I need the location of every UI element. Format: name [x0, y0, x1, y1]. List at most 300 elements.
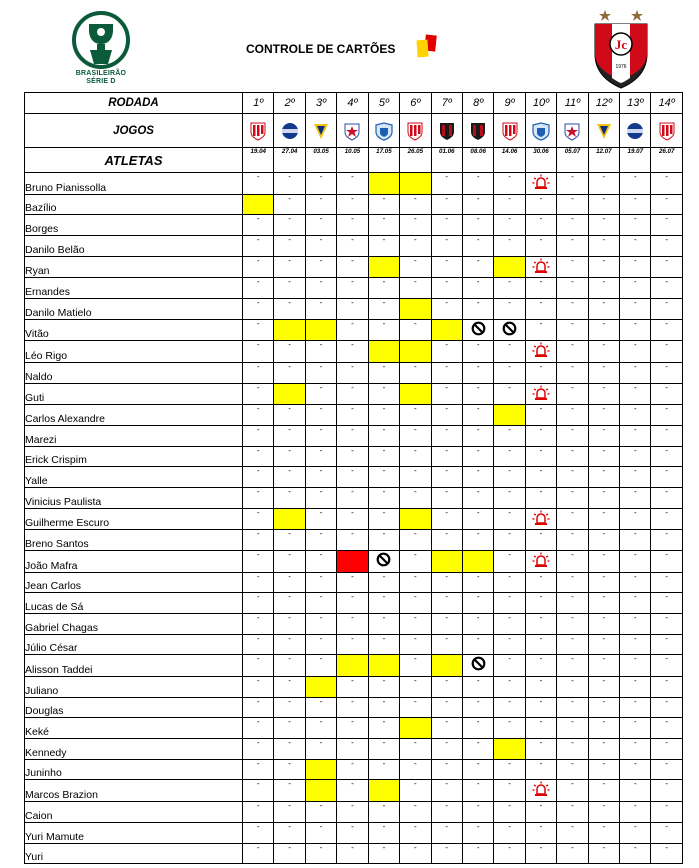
games-header-row — [25, 114, 683, 148]
empty-cell: - — [525, 236, 556, 257]
empty-cell: - — [588, 446, 619, 467]
player-name: Yuri Mamute — [25, 822, 243, 843]
empty-cell: - — [620, 822, 651, 843]
player-row — [25, 780, 683, 802]
empty-cell: - — [462, 802, 493, 823]
empty-cell: - — [588, 551, 619, 573]
empty-cell: - — [368, 467, 399, 488]
alert-cell — [525, 551, 556, 573]
player-row — [25, 677, 683, 698]
player-row — [25, 843, 683, 864]
empty-cell: - — [431, 446, 462, 467]
empty-cell: - — [588, 843, 619, 864]
empty-cell: - — [462, 677, 493, 698]
empty-cell: - — [337, 278, 368, 299]
empty-cell: - — [494, 508, 525, 530]
match-date: 27.04 — [274, 148, 305, 173]
empty-cell: - — [557, 551, 588, 573]
empty-cell: - — [620, 383, 651, 405]
alert-cell — [525, 341, 556, 363]
empty-cell: - — [557, 488, 588, 509]
empty-cell: - — [588, 467, 619, 488]
empty-cell: - — [274, 843, 305, 864]
yellow-card-cell — [305, 677, 336, 698]
player-row — [25, 405, 683, 426]
player-name: Kennedy — [25, 739, 243, 760]
empty-cell: - — [557, 426, 588, 447]
empty-cell: - — [494, 236, 525, 257]
player-row — [25, 383, 683, 405]
empty-cell: - — [525, 405, 556, 426]
empty-cell: - — [400, 759, 431, 780]
empty-cell: - — [651, 572, 682, 593]
yellow-card-cell — [274, 319, 305, 341]
match-date: 19.04 — [243, 148, 274, 173]
empty-cell: - — [588, 299, 619, 320]
empty-cell: - — [557, 405, 588, 426]
empty-cell: - — [243, 802, 274, 823]
player-name: Lucas de Sá — [25, 593, 243, 614]
empty-cell: - — [557, 194, 588, 215]
match-date: 26.05 — [400, 148, 431, 173]
empty-cell: - — [462, 363, 493, 384]
empty-cell: - — [400, 215, 431, 236]
player-name: Borges — [25, 215, 243, 236]
empty-cell: - — [557, 614, 588, 635]
empty-cell: - — [525, 278, 556, 299]
empty-cell: - — [525, 593, 556, 614]
empty-cell: - — [274, 718, 305, 739]
empty-cell: - — [462, 215, 493, 236]
empty-cell: - — [620, 426, 651, 447]
yellow-card-cell — [368, 655, 399, 677]
siren-alert-icon — [532, 385, 550, 401]
empty-cell: - — [305, 194, 336, 215]
player-name: Léo Rigo — [25, 341, 243, 363]
empty-cell: - — [243, 215, 274, 236]
yellow-card-cell — [368, 341, 399, 363]
empty-cell: - — [431, 572, 462, 593]
empty-cell: - — [620, 802, 651, 823]
page-header — [0, 0, 699, 92]
athletes-header-row — [25, 148, 683, 173]
empty-cell: - — [431, 215, 462, 236]
player-row — [25, 299, 683, 320]
match-date: 19.07 — [620, 148, 651, 173]
empty-cell: - — [462, 173, 493, 195]
empty-cell: - — [305, 173, 336, 195]
alert-cell — [525, 256, 556, 278]
empty-cell: - — [274, 697, 305, 718]
empty-cell: - — [651, 530, 682, 551]
empty-cell: - — [243, 341, 274, 363]
opponent-cell — [337, 114, 368, 148]
player-row — [25, 467, 683, 488]
empty-cell: - — [462, 593, 493, 614]
empty-cell: - — [431, 614, 462, 635]
empty-cell: - — [368, 236, 399, 257]
player-row — [25, 363, 683, 384]
empty-cell: - — [494, 363, 525, 384]
empty-cell: - — [243, 299, 274, 320]
match-date: 10.05 — [337, 148, 368, 173]
empty-cell: - — [588, 530, 619, 551]
suspension-icon — [471, 656, 486, 671]
empty-cell: - — [337, 383, 368, 405]
yellow-card-cell — [337, 655, 368, 677]
empty-cell: - — [588, 426, 619, 447]
empty-cell: - — [620, 508, 651, 530]
empty-cell: - — [557, 467, 588, 488]
empty-cell: - — [525, 572, 556, 593]
empty-cell: - — [400, 634, 431, 655]
empty-cell: - — [557, 446, 588, 467]
player-row — [25, 530, 683, 551]
empty-cell: - — [243, 843, 274, 864]
empty-cell: - — [243, 718, 274, 739]
empty-cell: - — [337, 572, 368, 593]
empty-cell: - — [243, 634, 274, 655]
empty-cell: - — [337, 822, 368, 843]
empty-cell: - — [337, 634, 368, 655]
empty-cell: - — [368, 446, 399, 467]
atletas-label: ATLETAS — [25, 148, 243, 173]
empty-cell: - — [243, 405, 274, 426]
player-row — [25, 593, 683, 614]
player-row — [25, 718, 683, 739]
player-name: Yalle — [25, 467, 243, 488]
empty-cell: - — [274, 572, 305, 593]
opponent-cell — [305, 114, 336, 148]
empty-cell: - — [337, 215, 368, 236]
player-name: Danilo Belão — [25, 236, 243, 257]
logo-text-line-1: BRASILEIRÃO — [75, 70, 127, 77]
empty-cell: - — [274, 759, 305, 780]
empty-cell: - — [274, 405, 305, 426]
empty-cell: - — [337, 614, 368, 635]
blue-shield-crest-icon — [531, 121, 551, 141]
logo-text-line-2: SÉRIE D — [86, 78, 116, 85]
empty-cell: - — [400, 802, 431, 823]
empty-cell: - — [651, 278, 682, 299]
empty-cell: - — [243, 256, 274, 278]
red-card-cell — [337, 551, 368, 573]
empty-cell: - — [651, 697, 682, 718]
empty-cell: - — [274, 194, 305, 215]
empty-cell: - — [620, 299, 651, 320]
player-name: Júlio César — [25, 634, 243, 655]
empty-cell: - — [431, 256, 462, 278]
empty-cell: - — [557, 718, 588, 739]
empty-cell: - — [274, 446, 305, 467]
empty-cell: - — [588, 256, 619, 278]
empty-cell: - — [243, 508, 274, 530]
match-date: 03.05 — [305, 148, 336, 173]
opponent-cell — [274, 114, 305, 148]
empty-cell: - — [651, 488, 682, 509]
empty-cell: - — [368, 843, 399, 864]
empty-cell: - — [274, 173, 305, 195]
empty-cell: - — [588, 822, 619, 843]
empty-cell: - — [337, 508, 368, 530]
empty-cell: - — [431, 341, 462, 363]
empty-cell: - — [431, 530, 462, 551]
empty-cell: - — [620, 843, 651, 864]
player-row — [25, 697, 683, 718]
empty-cell: - — [431, 194, 462, 215]
empty-cell: - — [243, 822, 274, 843]
empty-cell: - — [462, 405, 493, 426]
empty-cell: - — [337, 299, 368, 320]
empty-cell: - — [400, 278, 431, 299]
empty-cell: - — [620, 718, 651, 739]
suspension-cell — [494, 319, 525, 341]
empty-cell: - — [431, 677, 462, 698]
empty-cell: - — [368, 614, 399, 635]
empty-cell: - — [620, 614, 651, 635]
opponent-cell — [620, 114, 651, 148]
yellow-card-cell — [368, 256, 399, 278]
empty-cell: - — [400, 530, 431, 551]
empty-cell: - — [620, 194, 651, 215]
empty-cell: - — [588, 194, 619, 215]
empty-cell: - — [557, 655, 588, 677]
empty-cell: - — [243, 530, 274, 551]
player-name: Marezi — [25, 426, 243, 447]
empty-cell: - — [588, 488, 619, 509]
player-name: Carlos Alexandre — [25, 405, 243, 426]
player-row — [25, 319, 683, 341]
empty-cell: - — [274, 530, 305, 551]
empty-cell: - — [588, 593, 619, 614]
yellow-card-cell — [494, 256, 525, 278]
empty-cell: - — [494, 759, 525, 780]
empty-cell: - — [274, 593, 305, 614]
crest-year: 1976 — [615, 64, 627, 70]
empty-cell: - — [557, 319, 588, 341]
empty-cell: - — [651, 634, 682, 655]
empty-cell: - — [462, 614, 493, 635]
opponent-cell — [368, 114, 399, 148]
yellow-card-cell — [431, 319, 462, 341]
alert-cell — [525, 173, 556, 195]
yellow-card-cell — [462, 551, 493, 573]
empty-cell: - — [305, 697, 336, 718]
empty-cell: - — [431, 236, 462, 257]
empty-cell: - — [400, 593, 431, 614]
empty-cell: - — [620, 173, 651, 195]
empty-cell: - — [243, 467, 274, 488]
empty-cell: - — [588, 614, 619, 635]
empty-cell: - — [337, 341, 368, 363]
empty-cell: - — [431, 488, 462, 509]
round-number: 1º — [243, 93, 274, 114]
empty-cell: - — [400, 488, 431, 509]
round-number: 2º — [274, 93, 305, 114]
empty-cell: - — [557, 677, 588, 698]
suspension-cell — [368, 551, 399, 573]
empty-cell: - — [620, 551, 651, 573]
empty-cell: - — [431, 739, 462, 760]
opponent-cell — [651, 114, 682, 148]
empty-cell: - — [337, 759, 368, 780]
empty-cell: - — [557, 572, 588, 593]
empty-cell: - — [243, 383, 274, 405]
empty-cell: - — [620, 236, 651, 257]
empty-cell: - — [620, 530, 651, 551]
empty-cell: - — [337, 718, 368, 739]
empty-cell: - — [337, 802, 368, 823]
empty-cell: - — [651, 843, 682, 864]
empty-cell: - — [651, 718, 682, 739]
empty-cell: - — [400, 446, 431, 467]
empty-cell: - — [588, 759, 619, 780]
empty-cell: - — [274, 739, 305, 760]
empty-cell: - — [620, 215, 651, 236]
red-black-crest-icon — [437, 121, 457, 141]
empty-cell: - — [337, 488, 368, 509]
empty-cell: - — [525, 363, 556, 384]
empty-cell: - — [557, 780, 588, 802]
player-name: Jean Carlos — [25, 572, 243, 593]
empty-cell: - — [525, 215, 556, 236]
player-row — [25, 341, 683, 363]
empty-cell: - — [557, 215, 588, 236]
empty-cell: - — [651, 319, 682, 341]
empty-cell: - — [557, 383, 588, 405]
empty-cell: - — [274, 634, 305, 655]
siren-alert-icon — [532, 174, 550, 190]
rodada-label: RODADA — [25, 93, 243, 114]
empty-cell: - — [274, 278, 305, 299]
empty-cell: - — [462, 697, 493, 718]
empty-cell: - — [462, 718, 493, 739]
empty-cell: - — [368, 363, 399, 384]
player-name: Breno Santos — [25, 530, 243, 551]
empty-cell: - — [651, 822, 682, 843]
player-name: Naldo — [25, 363, 243, 384]
empty-cell: - — [368, 530, 399, 551]
suspension-icon — [502, 321, 517, 336]
round-number: 4º — [337, 93, 368, 114]
empty-cell: - — [620, 446, 651, 467]
empty-cell: - — [274, 780, 305, 802]
empty-cell: - — [431, 278, 462, 299]
empty-cell: - — [588, 718, 619, 739]
round-number: 10º — [525, 93, 556, 114]
empty-cell: - — [620, 655, 651, 677]
empty-cell: - — [494, 383, 525, 405]
empty-cell: - — [620, 697, 651, 718]
brasileirao-serie-d-logo — [62, 10, 140, 90]
empty-cell: - — [400, 655, 431, 677]
yellow-card-cell — [305, 780, 336, 802]
empty-cell: - — [305, 488, 336, 509]
empty-cell: - — [525, 697, 556, 718]
empty-cell: - — [400, 236, 431, 257]
empty-cell: - — [368, 697, 399, 718]
player-row — [25, 446, 683, 467]
empty-cell: - — [494, 215, 525, 236]
siren-alert-icon — [532, 552, 550, 568]
empty-cell: - — [620, 341, 651, 363]
red-blue-star-crest-icon — [342, 121, 362, 141]
empty-cell: - — [431, 759, 462, 780]
match-date: 05.07 — [557, 148, 588, 173]
player-name: Gabriel Chagas — [25, 614, 243, 635]
empty-cell: - — [651, 405, 682, 426]
empty-cell: - — [431, 467, 462, 488]
empty-cell: - — [462, 508, 493, 530]
empty-cell: - — [243, 173, 274, 195]
empty-cell: - — [431, 173, 462, 195]
player-row — [25, 802, 683, 823]
empty-cell: - — [525, 822, 556, 843]
alert-cell — [525, 780, 556, 802]
empty-cell: - — [557, 843, 588, 864]
brasileirao-trophy-icon — [62, 10, 140, 70]
empty-cell: - — [525, 488, 556, 509]
opponent-cell — [243, 114, 274, 148]
player-name: Douglas — [25, 697, 243, 718]
round-header-row — [25, 93, 683, 114]
siren-alert-icon — [532, 258, 550, 274]
empty-cell: - — [651, 759, 682, 780]
empty-cell: - — [337, 843, 368, 864]
empty-cell: - — [525, 299, 556, 320]
empty-cell: - — [557, 822, 588, 843]
empty-cell: - — [494, 718, 525, 739]
player-row — [25, 739, 683, 760]
empty-cell: - — [337, 446, 368, 467]
opponent-cell — [431, 114, 462, 148]
empty-cell: - — [462, 843, 493, 864]
empty-cell: - — [274, 299, 305, 320]
empty-cell: - — [588, 739, 619, 760]
empty-cell: - — [337, 173, 368, 195]
empty-cell: - — [305, 572, 336, 593]
empty-cell: - — [305, 614, 336, 635]
empty-cell: - — [337, 405, 368, 426]
empty-cell: - — [494, 467, 525, 488]
empty-cell: - — [305, 446, 336, 467]
empty-cell: - — [588, 802, 619, 823]
empty-cell: - — [305, 843, 336, 864]
empty-cell: - — [400, 780, 431, 802]
player-row — [25, 655, 683, 677]
round-number: 9º — [494, 93, 525, 114]
player-name: Guti — [25, 383, 243, 405]
player-row — [25, 634, 683, 655]
empty-cell: - — [243, 488, 274, 509]
empty-cell: - — [651, 194, 682, 215]
empty-cell: - — [494, 488, 525, 509]
empty-cell: - — [243, 780, 274, 802]
blue-white-crest-icon — [280, 121, 300, 141]
empty-cell: - — [557, 530, 588, 551]
empty-cell: - — [462, 634, 493, 655]
empty-cell: - — [431, 363, 462, 384]
empty-cell: - — [368, 634, 399, 655]
yellow-card-cell — [400, 508, 431, 530]
empty-cell: - — [337, 236, 368, 257]
empty-cell: - — [431, 593, 462, 614]
cards-table — [24, 92, 683, 864]
yellow-card-cell — [305, 319, 336, 341]
empty-cell: - — [274, 488, 305, 509]
empty-cell: - — [431, 405, 462, 426]
yellow-card-cell — [368, 780, 399, 802]
